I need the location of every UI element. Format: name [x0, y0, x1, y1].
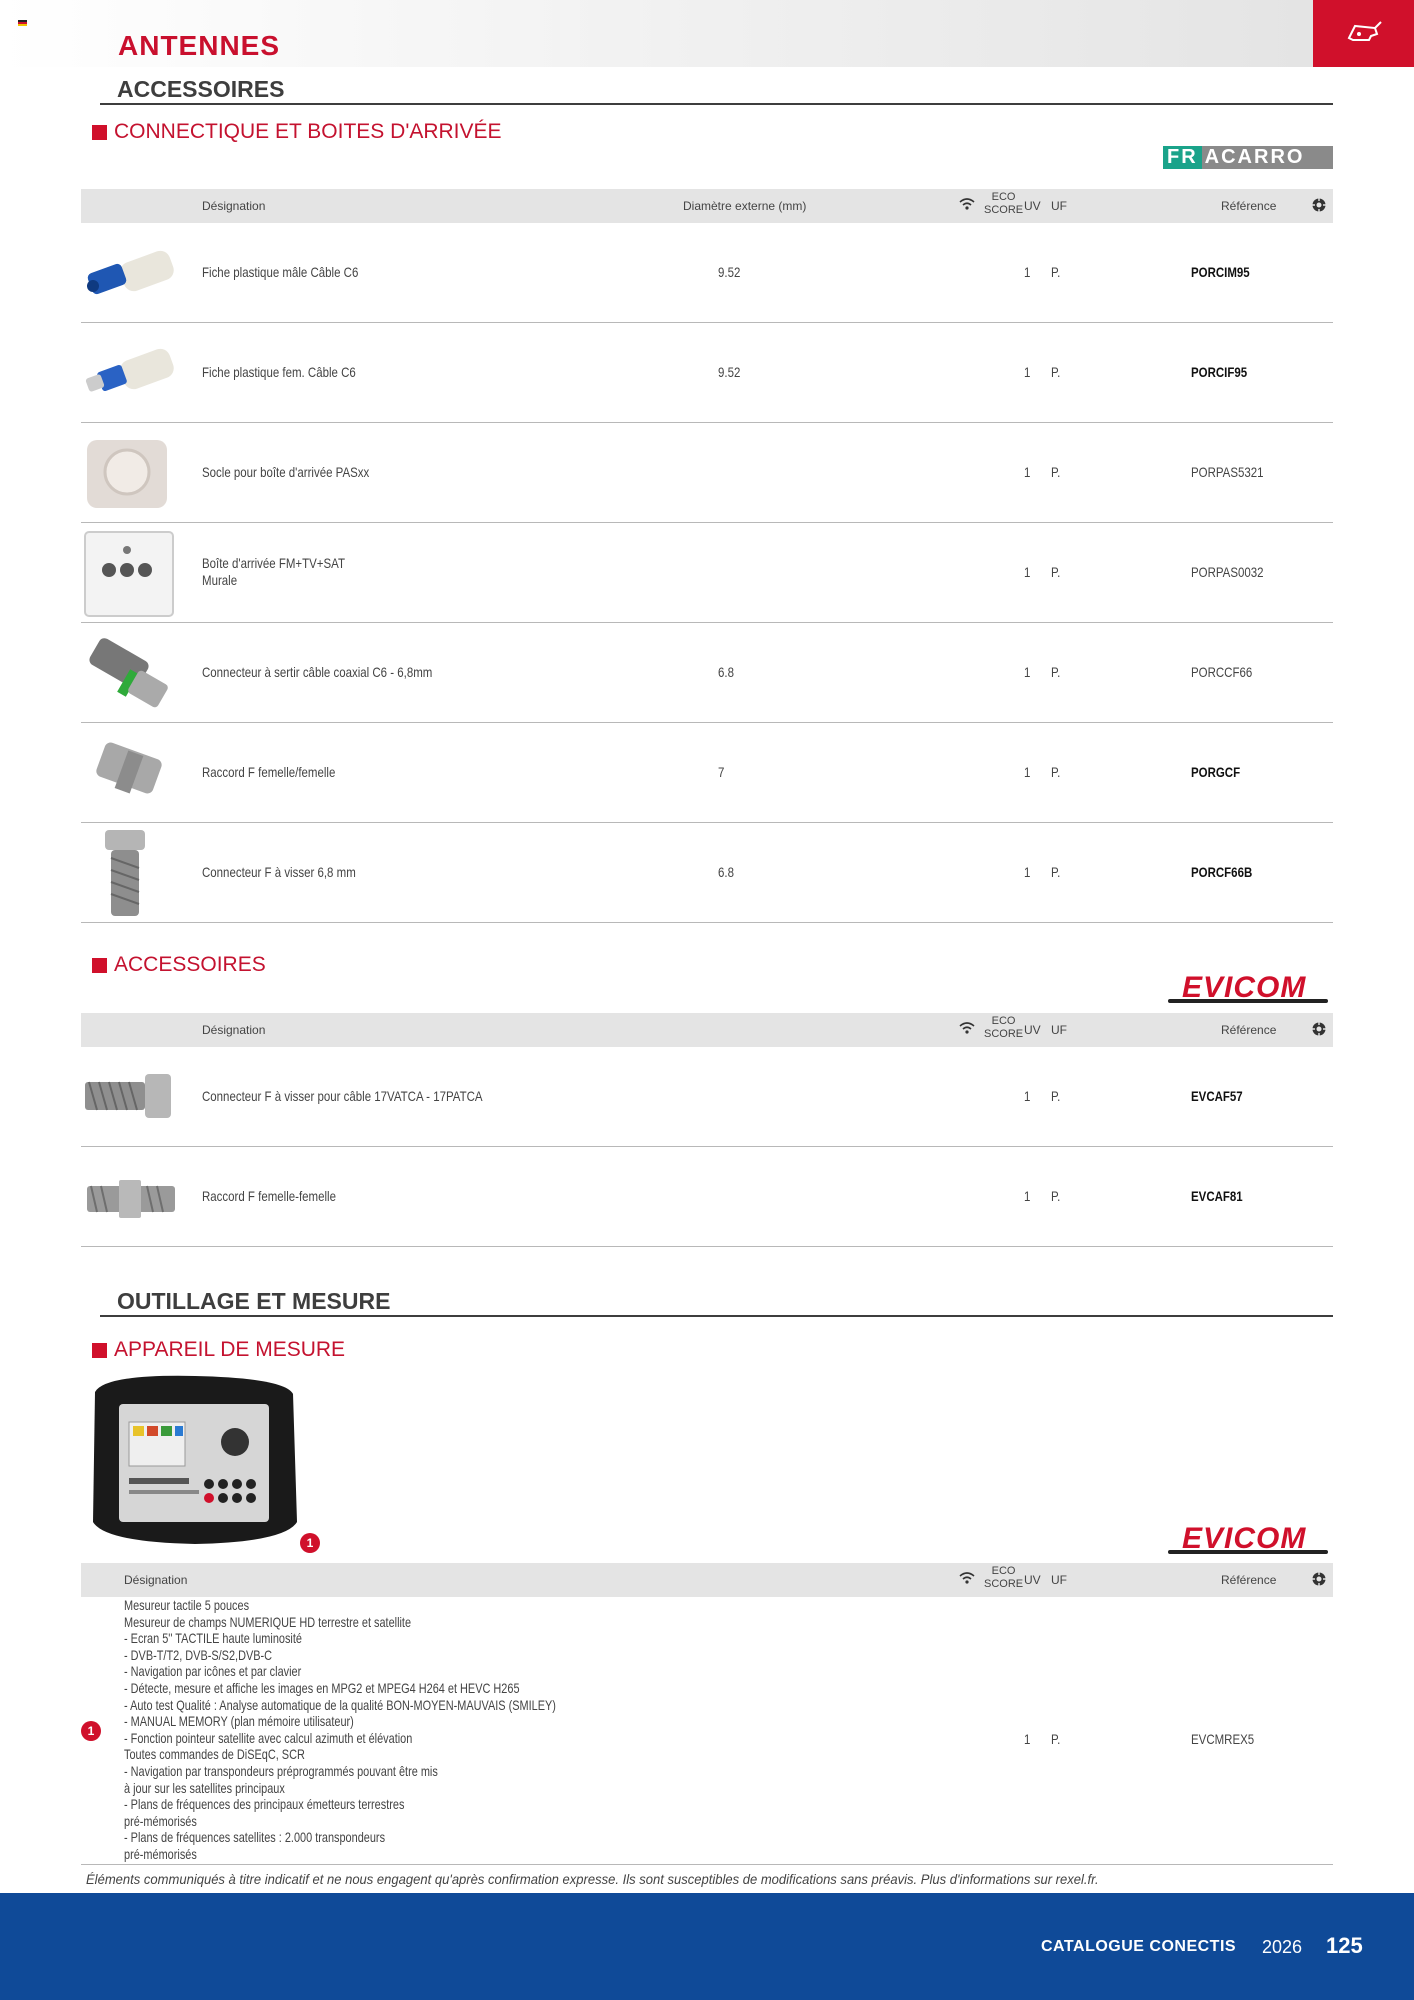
- row-uv: 1: [1024, 564, 1031, 580]
- bullet-square: [92, 958, 107, 973]
- row-uv: 1: [1024, 364, 1031, 380]
- row-reference: EVCAF81: [1191, 1188, 1243, 1204]
- col-diametre: Diamètre externe (mm): [683, 199, 807, 213]
- product-image: [81, 1152, 181, 1242]
- table-row: [81, 523, 1333, 623]
- table-row: [81, 323, 1333, 423]
- row-uf: P.: [1051, 1088, 1061, 1104]
- table-header: [81, 1013, 1333, 1047]
- section-divider: [100, 1315, 1333, 1317]
- description-line: - Plans de fréquences satellites : 2.000 transpondeurs: [124, 1829, 386, 1846]
- logo-text-highlight: FR: [1163, 146, 1202, 169]
- product-image: [81, 428, 181, 518]
- product-image: [81, 1052, 181, 1142]
- row-uv: 1: [1024, 1731, 1031, 1747]
- row-badge: 1: [81, 1721, 101, 1741]
- table-divider: [81, 1864, 1333, 1865]
- col-reference: Référence: [1221, 1573, 1277, 1587]
- description-line: - Plans de fréquences des principaux émetteurs terrestres: [124, 1796, 405, 1813]
- col-uf: UF: [1051, 199, 1067, 213]
- table-row: [81, 223, 1333, 323]
- table-row: [81, 723, 1333, 823]
- col-eco-score: ECO SCORE: [984, 1015, 1024, 1040]
- gear-icon: [1311, 1571, 1327, 1590]
- table-row: [81, 423, 1333, 523]
- table-row: [81, 623, 1333, 723]
- row-designation: Connecteur F à visser 6,8 mm: [202, 864, 356, 880]
- col-uv: UV: [1024, 199, 1041, 213]
- description-line: Toutes commandes de DiSEqC, SCR: [124, 1746, 305, 1763]
- logo-text: EVICOM: [1182, 1522, 1307, 1555]
- description-line: Mesureur de champs NUMERIQUE HD terrestre et satellite: [124, 1613, 412, 1630]
- row-diametre: 6.8: [718, 664, 734, 680]
- product-image: [81, 728, 181, 818]
- bullet-square: [92, 125, 107, 140]
- row-uv: 1: [1024, 764, 1031, 780]
- row-uv: 1: [1024, 464, 1031, 480]
- col-eco-score: ECO SCORE: [984, 1565, 1024, 1590]
- row-designation: Connecteur à sertir câble coaxial C6 - 6,8mm: [202, 664, 433, 680]
- row-designation-line2: Murale: [202, 572, 238, 588]
- catalogue-name: CATALOGUE CONECTIS: [1041, 1938, 1237, 1955]
- row-uv: 1: [1024, 1088, 1031, 1104]
- subsection-title: ACCESSOIRES: [114, 953, 266, 976]
- catalogue-year: 2026: [1262, 1937, 1303, 1957]
- disclaimer-text: Éléments communiqués à titre indicatif et ne nous engagent qu'après confirmation expresse. Ils sont susceptibles de modifications sans préavis. Plus d'informations sur rexel.fr.: [86, 1871, 1099, 1887]
- row-reference: PORCCF66: [1191, 664, 1253, 680]
- wifi-icon: [959, 197, 975, 214]
- subsection-title: CONNECTIQUE ET BOITES D'ARRIVÉE: [114, 120, 502, 143]
- table-row: [81, 1147, 1333, 1247]
- row-uf: P.: [1051, 1731, 1061, 1747]
- row-diametre: 7: [718, 764, 725, 780]
- row-diametre: 9.52: [718, 264, 741, 280]
- row-reference: PORCIF95: [1191, 364, 1248, 380]
- col-designation: Désignation: [202, 199, 266, 213]
- row-designation: Raccord F femelle-femelle: [202, 1188, 336, 1204]
- col-designation: Désignation: [202, 1023, 266, 1037]
- gear-icon: [1311, 1021, 1327, 1040]
- product-badge: 1: [300, 1533, 320, 1553]
- footer-bar: [0, 1893, 1414, 2000]
- product-image: [81, 828, 181, 918]
- subsection-heading: [92, 1338, 345, 1362]
- col-eco-score: ECO SCORE: [984, 191, 1024, 216]
- camera-icon: [1345, 18, 1385, 46]
- row-reference: PORGCF: [1191, 764, 1241, 780]
- description-line: pré-mémorisés: [124, 1845, 197, 1862]
- page-title: ANTENNES: [118, 30, 281, 61]
- row-uf: P.: [1051, 1188, 1061, 1204]
- logo-text: ACARRO: [1202, 146, 1333, 169]
- description-line: pré-mémorisés: [124, 1812, 197, 1829]
- row-reference: PORCF66B: [1191, 864, 1253, 880]
- evicom-logo: [1168, 1518, 1328, 1560]
- description-line: à jour sur les satellites principaux: [124, 1779, 285, 1796]
- row-reference: EVCMREX5: [1191, 1731, 1255, 1747]
- row-uf: P.: [1051, 464, 1061, 480]
- description-line: - Détecte, mesure et affiche les images en MPG2 et MPEG4 H264 et HEVC H265: [124, 1679, 520, 1696]
- row-reference: PORPAS0032: [1191, 564, 1264, 580]
- row-reference: PORCIM95: [1191, 264, 1250, 280]
- logo-text: EVICOM: [1182, 971, 1307, 1004]
- fracarro-logo: [1163, 146, 1333, 169]
- bullet-square: [92, 1343, 107, 1358]
- page-number: 125: [1326, 1933, 1363, 1958]
- description-line: - Auto test Qualité : Analyse automatique de la qualité BON-MOYEN-MAUVAIS (SMILEY): [124, 1696, 556, 1713]
- product-image: [81, 528, 181, 618]
- row-designation: Connecteur F à visser pour câble 17VATCA - 17PATCA: [202, 1088, 483, 1104]
- row-diametre: 9.52: [718, 364, 741, 380]
- product-image: [81, 628, 181, 718]
- row-uf: P.: [1051, 564, 1061, 580]
- row-diametre: 6.8: [718, 864, 734, 880]
- row-uf: P.: [1051, 364, 1061, 380]
- col-uv: UV: [1024, 1023, 1041, 1037]
- row-uf: P.: [1051, 864, 1061, 880]
- col-reference: Référence: [1221, 199, 1277, 213]
- row-uv: 1: [1024, 664, 1031, 680]
- gear-icon: [1311, 197, 1327, 216]
- subsection-heading: [92, 120, 502, 144]
- flag-icon: [18, 20, 27, 26]
- product-image: [81, 228, 181, 318]
- description-line: - Ecran 5'' TACTILE haute luminosité: [124, 1630, 302, 1647]
- description-line: Mesureur tactile 5 pouces: [124, 1597, 250, 1613]
- subsection-title: APPAREIL DE MESURE: [114, 1338, 346, 1361]
- wifi-icon: [959, 1571, 975, 1588]
- row-uv: 1: [1024, 864, 1031, 880]
- description-line: - Navigation par transpondeurs préprogrammés pouvant être mis: [124, 1762, 438, 1779]
- row-designation: Fiche plastique fem. Câble C6: [202, 364, 356, 380]
- col-reference: Référence: [1221, 1023, 1277, 1037]
- row-designation: Boîte d'arrivée FM+TV+SAT: [202, 555, 345, 571]
- subsection-heading: [92, 953, 266, 977]
- col-uf: UF: [1051, 1023, 1067, 1037]
- row-uf: P.: [1051, 664, 1061, 680]
- category-tab: [1313, 0, 1414, 67]
- product-image: [85, 1372, 300, 1547]
- description-line: - Fonction pointeur satellite avec calcul azimuth et élévation: [124, 1729, 413, 1746]
- description-line: - Navigation par icônes et par clavier: [124, 1663, 302, 1680]
- section-title: ACCESSOIRES: [117, 76, 285, 102]
- row-reference: EVCAF57: [1191, 1088, 1243, 1104]
- row-uf: P.: [1051, 764, 1061, 780]
- wifi-icon: [959, 1021, 975, 1038]
- table-header: [81, 1563, 1333, 1597]
- row-uv: 1: [1024, 264, 1031, 280]
- row-designation: Fiche plastique mâle Câble C6: [202, 264, 359, 280]
- row-designation: Raccord F femelle/femelle: [202, 764, 336, 780]
- product-description: [124, 1597, 561, 1863]
- row-uf: P.: [1051, 264, 1061, 280]
- product-image: [81, 328, 181, 418]
- row-reference: PORPAS5321: [1191, 464, 1264, 480]
- col-designation: Désignation: [124, 1573, 188, 1587]
- section-title: OUTILLAGE ET MESURE: [117, 1288, 391, 1314]
- section-divider: [100, 103, 1333, 105]
- col-uv: UV: [1024, 1573, 1041, 1587]
- row-designation: Socle pour boîte d'arrivée PASxx: [202, 464, 370, 480]
- description-line: - MANUAL MEMORY (plan mémoire utilisateur): [124, 1713, 354, 1730]
- row-uv: 1: [1024, 1188, 1031, 1204]
- table-row: [81, 823, 1333, 923]
- table-row: [81, 1047, 1333, 1147]
- table-header: [81, 189, 1333, 223]
- description-line: - DVB-T/T2, DVB-S/S2,DVB-C: [124, 1646, 273, 1663]
- col-uf: UF: [1051, 1573, 1067, 1587]
- evicom-logo: [1168, 967, 1328, 1009]
